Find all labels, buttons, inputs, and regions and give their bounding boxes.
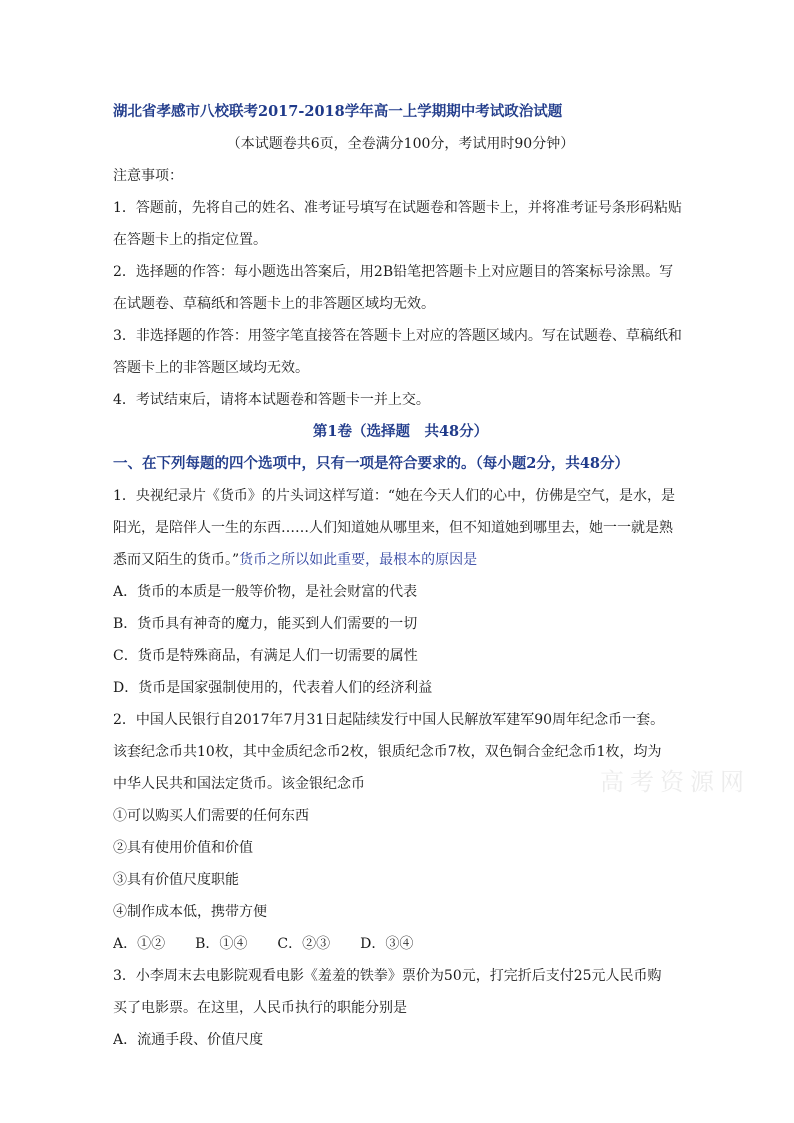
note-line: 答题卡上的非答题区域均无效。 bbox=[113, 360, 309, 376]
note-line: 4．考试结束后，请将本试题卷和答题卡一并上交。 bbox=[113, 392, 430, 408]
exam-subtitle: （本试题卷共6页，全卷满分100分，考试用时90分钟） bbox=[226, 136, 575, 152]
note-line: 在试题卷、草稿纸和答题卡上的非答题区域均无效。 bbox=[113, 296, 435, 312]
question-2-statement-1: ①可以购买人们需要的任何东西 bbox=[113, 808, 309, 824]
section-instruction: 一、在下列每题的四个选项中，只有一项是符合要求的。（每小题2分，共48分） bbox=[113, 455, 630, 472]
notes-heading: 注意事项： bbox=[113, 168, 183, 184]
question-1-prompt: 货币之所以如此重要，最根本的原因是 bbox=[239, 552, 478, 568]
question-2-options bbox=[113, 928, 688, 960]
question-2-option-d: D．③④ bbox=[360, 936, 414, 952]
question-2-statement-2: ②具有使用价值和价值 bbox=[113, 840, 253, 856]
question-1-option-c: C．货币是特殊商品，有满足人们一切需要的属性 bbox=[113, 648, 418, 664]
note-line: 在答题卡上的指定位置。 bbox=[113, 232, 267, 248]
question-1-stem bbox=[113, 544, 688, 576]
question-2-option-b: B．①④ bbox=[195, 936, 248, 952]
question-2-option-c: C．②③ bbox=[277, 936, 331, 952]
question-2-statement-3: ③具有价值尺度职能 bbox=[113, 872, 239, 888]
question-2-stem: 该套纪念币共10枚，其中金质纪念币2枚，银质纪念币7枚，双色铜合金纪念币1枚，均为 bbox=[113, 744, 662, 760]
question-2-option-a: A．①② bbox=[113, 936, 166, 952]
note-line: 2．选择题的作答：每小题选出答案后，用2B铅笔把答题卡上对应题目的答案标号涂黑。写 bbox=[113, 264, 674, 280]
question-2-stem: 2．中国人民银行自2017年7月31日起陆续发行中国人民解放军建军90周年纪念币一套。 bbox=[113, 712, 665, 728]
section-heading: 第1卷（选择题 共48分） bbox=[312, 423, 489, 440]
question-2-statement-4: ④制作成本低，携带方便 bbox=[113, 904, 267, 920]
question-3-option-a: A．流通手段、价值尺度 bbox=[113, 1032, 264, 1048]
question-1-quote-end: 悉而又陌生的货币。” bbox=[113, 552, 240, 568]
question-1-option-a: A．货币的本质是一般等价物，是社会财富的代表 bbox=[113, 584, 418, 600]
question-1-stem: 阳光，是陪伴人一生的东西……人们知道她从哪里来，但不知道她到哪里去，她一一就是熟 bbox=[113, 520, 673, 536]
watermark: 高考资源网 bbox=[600, 768, 750, 796]
exam-page bbox=[113, 96, 688, 1056]
question-2-stem: 中华人民共和国法定货币。该金银纪念币 bbox=[113, 776, 365, 792]
question-1-stem: 1．央视纪录片《货币》的片头词这样写道：“她在今天人们的心中，仿佛是空气，是水，是 bbox=[113, 488, 676, 504]
question-1-option-d: D．货币是国家强制使用的，代表着人们的经济利益 bbox=[113, 680, 433, 696]
question-1-option-b: B．货币具有神奇的魔力，能买到人们需要的一切 bbox=[113, 616, 418, 632]
question-3-stem: 3．小李周末去电影院观看电影《羞羞的铁拳》票价为50元，打完折后支付25元人民币购 bbox=[113, 968, 662, 984]
question-3-stem: 买了电影票。在这里，人民币执行的职能分别是 bbox=[113, 1000, 407, 1016]
exam-title: 湖北省孝感市八校联考2017-2018学年高一上学期期中考试政治试题 bbox=[113, 103, 563, 120]
note-line: 1．答题前，先将自己的姓名、准考证号填写在试题卷和答题卡上，并将准考证号条形码粘贴 bbox=[113, 200, 682, 216]
note-line: 3．非选择题的作答：用签字笔直接答在答题卡上对应的答题区域内。写在试题卷、草稿纸和 bbox=[113, 328, 682, 344]
